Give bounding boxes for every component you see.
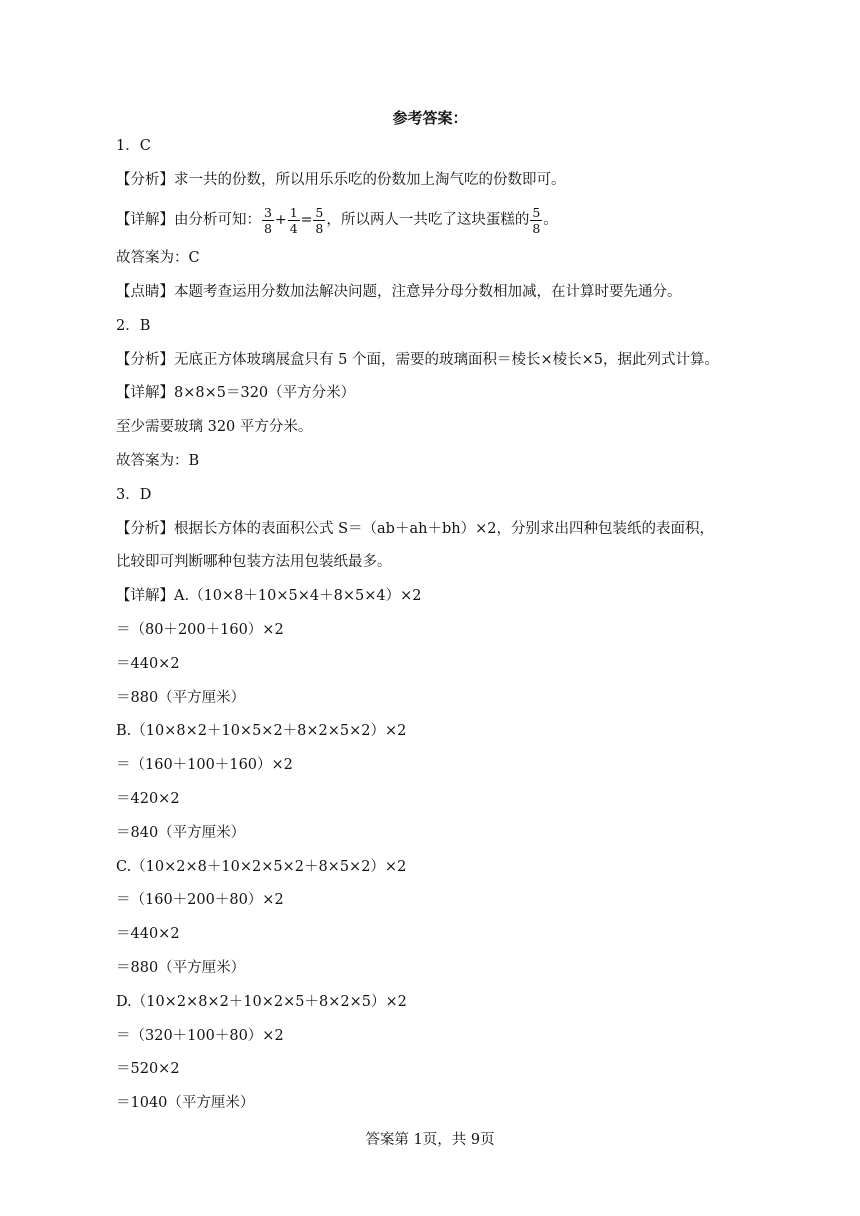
q3-step: ＝（160＋200＋80）×2 — [116, 892, 284, 908]
q2-answer: 故答案为：B — [116, 453, 200, 469]
fraction-5-8-result: $\frac{5}{8}$ — [532, 204, 541, 236]
q3-step: ＝880（平方厘米） — [116, 690, 246, 706]
q1-detail-prefix: 【详解】由分析可知： — [116, 212, 261, 228]
q3-step: D.（10×2×8×2＋10×2×5＋8×2×5）×2 — [116, 994, 407, 1010]
q3-step: ＝520×2 — [116, 1061, 180, 1077]
page-title: 参考答案： — [392, 109, 468, 127]
q3-step: ＝1040（平方厘米） — [116, 1095, 255, 1111]
q3-analysis-line2: 比较即可判断哪种包装方法用包装纸最多。 — [116, 554, 392, 570]
q2-conclusion: 至少需要玻璃 320 平方分米。 — [116, 419, 313, 435]
q3-step: ＝（320＋100＋80）×2 — [116, 1028, 284, 1044]
page-footer: 答案第 1页，共 9页 — [365, 1132, 495, 1148]
q2-number: 2．B — [116, 318, 151, 334]
fraction-1-4: $\frac{1}{4}$ — [289, 204, 298, 236]
fraction-3-8: $\frac{3}{8}$ — [264, 204, 272, 236]
q3-step: ＝（160＋100＋160）×2 — [116, 757, 293, 773]
q3-step: ＝840（平方厘米） — [116, 825, 246, 841]
q3-number: 3．D — [116, 487, 152, 503]
q3-step: C.（10×2×8＋10×2×5×2＋8×5×2）×2 — [116, 859, 407, 875]
q1-detail-mid: ，所以两人一共吃了这块蛋糕的 — [326, 212, 530, 228]
q3-step: ＝440×2 — [116, 656, 180, 672]
q3-step: 【详解】A.（10×8＋10×5×4＋8×5×4）×2 — [116, 588, 422, 604]
q1-detail-end: 。 — [543, 212, 558, 228]
q3-step: B.（10×8×2＋10×5×2＋8×2×5×2）×2 — [116, 723, 407, 739]
q1-detail — [116, 200, 558, 240]
fraction-5-8: $\frac{5}{8}$ — [315, 204, 324, 236]
q1-number: 1．C — [116, 138, 151, 154]
q1-comment: 【点睛】本题考查运用分数加法解决问题，注意异分母分数相加减，在计算时要先通分。 — [116, 284, 682, 300]
q3-step: ＝880（平方厘米） — [116, 960, 246, 976]
q3-step: ＝420×2 — [116, 791, 180, 807]
plus-sign: + — [274, 212, 287, 228]
q1-answer: 故答案为：C — [116, 250, 200, 266]
q3-step: ＝440×2 — [116, 926, 180, 942]
q3-step: ＝（80＋200＋160）×2 — [116, 622, 284, 638]
q3-analysis-line1: 【分析】根据长方体的表面积公式 S＝（ab＋ah＋bh）×2，分别求出四种包装纸的表面积， — [116, 521, 714, 537]
equals-sign: = — [300, 212, 313, 228]
q2-analysis: 【分析】无底正方体玻璃展盒只有 5 个面，需要的玻璃面积＝棱长×棱长×5，据此列式计算。 — [116, 352, 719, 368]
q2-detail: 【详解】8×8×5＝320（平方分米） — [116, 385, 356, 401]
q1-analysis: 【分析】求一共的份数，所以用乐乐吃的份数加上淘气吃的份数即可。 — [116, 172, 566, 188]
